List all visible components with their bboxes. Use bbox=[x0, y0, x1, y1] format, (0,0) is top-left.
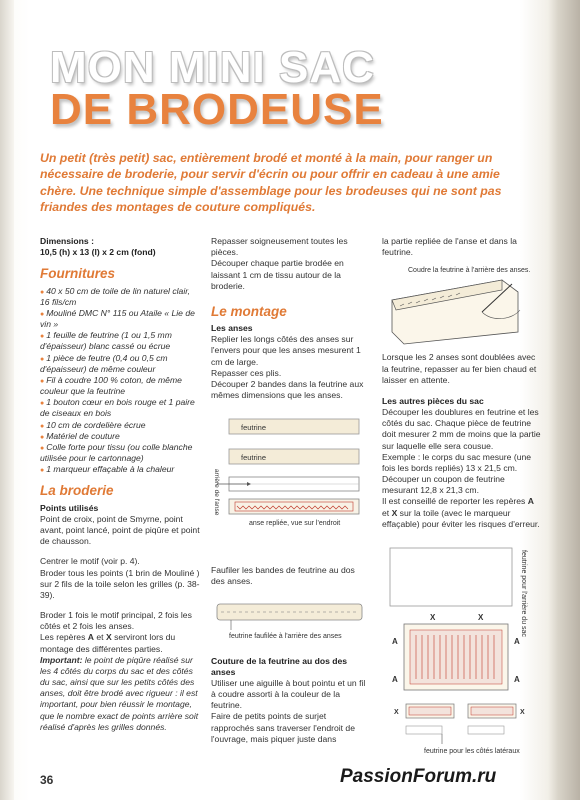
mark-a-label: A bbox=[392, 637, 398, 646]
reperes-part: et bbox=[94, 632, 106, 643]
dimensions-label: Dimensions : bbox=[40, 236, 94, 246]
supply-item: ● 1 bouton cœur en bois rouge et 1 paire de ciseaux en bois bbox=[40, 397, 200, 419]
supply-item: ● Mouliné DMC N° 115 ou Ataile « Lie de vin » bbox=[40, 308, 200, 330]
folded-handle-label: anse repliée, vue sur l'endroit bbox=[249, 520, 341, 528]
felt-label-1: feutrine bbox=[241, 423, 267, 433]
points-heading: Points utilisés bbox=[40, 502, 99, 513]
broder2-text: Broder 1 fois le motif principal, 2 fois les côtés et 2 fois les anses. bbox=[40, 610, 192, 632]
important-label: Important: bbox=[40, 654, 83, 665]
page-spine bbox=[0, 0, 14, 800]
felt-label-2: feutrine bbox=[241, 453, 267, 463]
mark-x: X bbox=[391, 507, 398, 518]
decouper2-text: Découper 2 bandes dans la feutrine aux mêmes dimensions que les anses. bbox=[211, 378, 364, 401]
conseille-part: et bbox=[382, 507, 392, 518]
faufiler-text: Faufiler les bandes de feutrine au dos des anses. bbox=[211, 565, 355, 587]
supply-item: ● 1 marqueur effaçable à la chaleur bbox=[40, 464, 200, 475]
title-line-2: DE BRODEUSE bbox=[50, 85, 384, 134]
title-line-1: MON MINI SAC bbox=[50, 43, 375, 92]
points-text: Point de croix, point de Smyrne, point avant, point lancé, point de piqûre et point de chausson. bbox=[40, 513, 200, 547]
repasser-text: Repasser soigneusement toutes les pièces. bbox=[211, 236, 348, 258]
partie-repliee-text: la partie repliée de l'anse et dans la feutrine. bbox=[382, 236, 517, 258]
sewing-diagram bbox=[382, 262, 532, 346]
bag-pieces-diagram bbox=[382, 540, 542, 770]
montage-heading: Le montage bbox=[211, 303, 287, 319]
anses-heading: Les anses bbox=[211, 323, 253, 334]
broder-text: Broder tous les points (1 brin de Mouliné ) sur 2 fils de la toile selon les grilles (p. 38-39). bbox=[40, 567, 200, 600]
couture-heading: Couture de la feutrine au dos des anses bbox=[211, 655, 348, 677]
repasser-plis-text: Repasser ces plis. bbox=[211, 367, 282, 378]
mark-a: A bbox=[87, 632, 94, 643]
autres-text: Découper les doublures en feutrine et les côtés du sac. Chaque pièce de feutrine doit mesurer 2 mm de moins que la partie sur laquelle elle sera cousue. bbox=[382, 407, 541, 451]
supply-item: ● Fil à coudre 100 % coton, de même couleur que la feutrine bbox=[40, 375, 200, 397]
watermark: PassionForum.ru bbox=[340, 766, 497, 787]
mark-x-label: X bbox=[430, 613, 436, 622]
mark-x-label: X bbox=[478, 613, 484, 622]
mark-a-label: A bbox=[514, 675, 520, 684]
reperes-part: serviront lors du montage des différentes parties. bbox=[40, 632, 176, 654]
fournitures-heading: Fournitures bbox=[40, 266, 116, 282]
supply-item: ● 10 cm de cordelière écrue bbox=[40, 420, 200, 431]
conseille-part: sur la toile (avec le marqueur effaçable) pour éviter les risques d'erreur. bbox=[382, 507, 540, 529]
coupon-text: Découper un coupon de feutrine mesurant 12,8 x 21,3 cm. bbox=[382, 474, 505, 496]
dimensions-value: 10,5 (h) x 13 (l) x 2 cm (fond) bbox=[40, 247, 156, 258]
sew-felt-label: Coudre la feutrine à l'arrière des anses. bbox=[408, 267, 531, 275]
doublees-text: Lorsque les 2 anses sont doublées avec la feutrine, repasser au fer bien chaud et laisser en attente. bbox=[382, 352, 537, 385]
conseille-part: Il est conseillé de reporter les repères bbox=[382, 496, 528, 507]
mark-x: X bbox=[105, 632, 112, 643]
mark-a-label: A bbox=[514, 637, 520, 646]
important-body: le point de piqûre réalisé sur les 4 côtés du corps du sac et des côtés du sac, ainsi que sur les petits côtés des anses, doit être brodé avec rigueur : il est important, pour bien réussir le montage, que le nombre exact de points arrière soit réalisé d'après les grilles donnés. bbox=[40, 654, 199, 732]
reperes-part: Les repères bbox=[40, 632, 88, 643]
side-felt-label: feutrine pour les côtés latéraux bbox=[424, 748, 520, 755]
autres-heading: Les autres pièces du sac bbox=[382, 395, 484, 406]
important-text bbox=[40, 655, 200, 733]
conseille-text bbox=[382, 496, 542, 530]
exemple-text: Exemple : le corps du sac mesure (une fois les bords repliés) 13 x 21,5 cm. bbox=[382, 451, 532, 473]
anses-text: Replier les longs côtés des anses sur l'envers pour que les anses mesurent 1 cm de large. bbox=[211, 334, 361, 367]
supply-item: ● 40 x 50 cm de toile de lin naturel clair, 16 fils/cm bbox=[40, 286, 200, 308]
supply-item: ● Matériel de couture bbox=[40, 431, 200, 442]
broderie-heading: La broderie bbox=[40, 483, 114, 499]
back-felt-label: feutrine pour l'arrière du sac bbox=[520, 550, 527, 637]
mark-x-label: X bbox=[394, 709, 399, 716]
supply-item: ● 1 pièce de feutre (0,4 ou 0,5 cm d'épaisseur) de même couleur bbox=[40, 353, 200, 375]
back-of-handle-label: arrière de l'anse bbox=[213, 469, 220, 516]
couture-text: Utiliser une aiguille à bout pointu et un fil à coudre assorti à la couleur de la feutrine. bbox=[211, 677, 366, 711]
basted-felt-label: feutrine faufilée à l'arrière des anses bbox=[229, 632, 342, 640]
mark-a: A bbox=[527, 496, 534, 507]
decouper-text: Découper chaque partie brodée en laissant 1 cm de tissu autour de la broderie. bbox=[211, 258, 344, 291]
intro-paragraph: Un petit (très petit) sac, entièrement brodé et monté à la main, pour ranger un nécessaire de broderie, pour servir d'écrin ou pour offrir en cadeau à une amie chère. Une technique simple d'assemblage pour les brodeuses qui ne sont pas friandes des montages de couture compliqués. bbox=[40, 151, 502, 215]
supply-item: ● Colle forte pour tissu (ou colle blanche utilisée pour le cartonnage) bbox=[40, 442, 200, 464]
reperes-text bbox=[40, 632, 200, 654]
mark-x-label: X bbox=[520, 709, 525, 716]
mark-a-label: A bbox=[392, 675, 398, 684]
supply-item: ● 1 feuille de feutrine (1 ou 1,5 mm d'épaisseur) blanc cassé ou écrue bbox=[40, 330, 200, 352]
basted-felt-diagram bbox=[211, 598, 371, 648]
surjet-text: Faire de petits points de surjet rapprochés sans traverser l'endroit de l'ouvrage, mais piquer juste dans bbox=[211, 711, 355, 744]
centrer-text: Centrer le motif (voir p. 4). bbox=[40, 556, 140, 567]
column-1 bbox=[40, 236, 200, 733]
column-3 bbox=[382, 236, 542, 530]
handle-diagram bbox=[211, 411, 371, 561]
column-2 bbox=[211, 236, 371, 745]
page-number: 36 bbox=[40, 773, 54, 787]
